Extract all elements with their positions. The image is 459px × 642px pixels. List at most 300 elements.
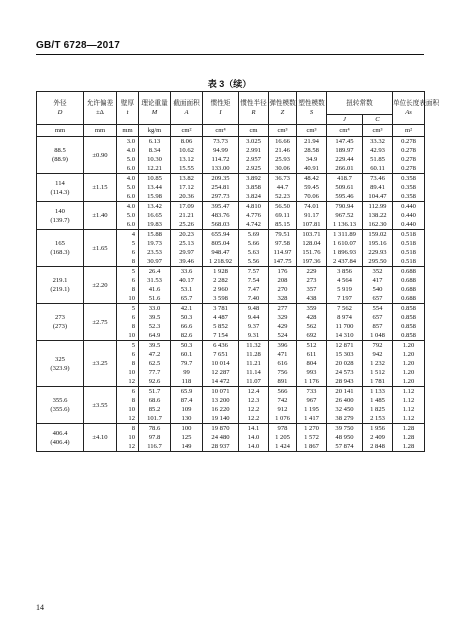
torsion-c-value: 89.41 (370, 184, 385, 191)
elastic-value: 616 (277, 360, 288, 367)
radius-value: 14.0 (247, 443, 260, 450)
torsion-c-value: 792 (372, 342, 383, 349)
area-value: 17.12 (179, 184, 194, 191)
area-value: 25.13 (179, 240, 194, 247)
torsion-c-value: 2 848 (370, 443, 385, 450)
radius-value: 9.44 (247, 314, 260, 321)
diameter-group-row (37, 137, 425, 174)
header-outer-diameter: 外径 D (37, 92, 84, 125)
mass-value: 30.97 (147, 258, 162, 265)
outer-diameter-cell (37, 202, 84, 230)
area-cell (171, 424, 203, 452)
plastic-cell (297, 267, 327, 304)
elastic-value: 21.46 (275, 147, 290, 154)
mass-value: 19.83 (147, 221, 162, 228)
surface-value: 0.440 (401, 212, 416, 219)
wall-value: 5.0 (126, 212, 135, 219)
torsion-c-value: 51.85 (370, 156, 385, 163)
header-inertia: 惯性矩 I (203, 92, 239, 125)
elastic-cell (269, 137, 297, 174)
radius-value: 3.025 (246, 138, 261, 145)
surface-value: 0.688 (401, 268, 416, 275)
mass-value: 31.53 (147, 277, 162, 284)
wall-value: 6 (131, 388, 135, 395)
mass-cell (139, 137, 171, 174)
inertia-value: 19 140 (211, 415, 230, 422)
elastic-value: 114.97 (273, 249, 292, 256)
wall-value: 4.0 (126, 147, 135, 154)
inertia-value: 7 154 (213, 332, 228, 339)
area-value: 66.6 (180, 323, 193, 330)
plastic-cell (297, 137, 327, 174)
surface-cell (393, 174, 425, 202)
torsion-c-value: 1 232 (370, 360, 385, 367)
radius-cell (239, 267, 269, 304)
elastic-value: 79.51 (275, 231, 290, 238)
unit-cell: cm³ (363, 125, 393, 137)
tolerance-cell: ±2.20 (84, 267, 117, 304)
mass-value: 8.34 (148, 147, 161, 154)
mass-value: 12.21 (147, 165, 162, 172)
torsion-j-value: 7 197 (337, 295, 352, 302)
torsion-j-value: 3 856 (337, 268, 352, 275)
torsion-c-cell (363, 230, 393, 267)
area-value: 50.3 (180, 342, 193, 349)
radius-value: 11.21 (246, 360, 261, 367)
outer-diameter-value: 165 (55, 240, 65, 247)
inertia-value: 655.94 (211, 231, 230, 238)
radius-cell (239, 202, 269, 230)
radius-value: 7.40 (247, 295, 260, 302)
torsion-c-value: 112.99 (368, 203, 387, 210)
wall-value: 6 (131, 249, 135, 256)
elastic-value: 1 205 (275, 434, 290, 441)
area-value: 79.7 (180, 360, 193, 367)
elastic-value: 69.11 (275, 212, 290, 219)
outer-diameter-alt: (168.3) (50, 249, 70, 256)
torsion-c-cell (363, 341, 393, 387)
inertia-value: 1 928 (213, 268, 228, 275)
torsion-c-value: 162.30 (368, 221, 387, 228)
elastic-value: 85.15 (275, 221, 290, 228)
torsion-j-value: 48 950 (335, 434, 354, 441)
elastic-cell (269, 341, 297, 387)
mass-value: 13.42 (147, 203, 162, 210)
plastic-cell (297, 424, 327, 452)
plastic-value: 428 (306, 314, 317, 321)
surface-value: 0.518 (401, 249, 416, 256)
outer-diameter-value: 114 (55, 179, 65, 187)
inertia-value: 209.35 (211, 175, 230, 182)
diameter-group-row (37, 341, 425, 387)
inertia-value: 7 651 (213, 351, 228, 358)
plastic-value: 562 (306, 323, 317, 330)
elastic-value: 36.73 (275, 175, 290, 182)
area-value: 50.3 (180, 314, 193, 321)
wall-value: 8 (131, 323, 135, 330)
torsion-c-value: 2 153 (370, 415, 385, 422)
torsion-c-value: 42.93 (370, 147, 385, 154)
mass-value: 6.13 (148, 138, 161, 145)
torsion-j-value: 32 450 (335, 406, 354, 413)
wall-cell (117, 424, 139, 452)
torsion-j-value: 38 279 (335, 415, 354, 422)
outer-diameter-value: 219.1 (52, 277, 68, 284)
header-surface: 单位长度表面积 As (393, 92, 425, 125)
torsion-j-value: 11 700 (335, 323, 354, 330)
inertia-value: 948.47 (211, 249, 230, 256)
elastic-cell (269, 267, 297, 304)
plastic-value: 273 (306, 277, 317, 284)
torsion-j-value: 266.01 (335, 165, 354, 172)
page-number: 14 (36, 603, 44, 612)
torsion-j-cell (327, 230, 363, 267)
inertia-cell (203, 202, 239, 230)
torsion-j-value: 14 310 (335, 332, 354, 339)
outer-diameter-cell (37, 230, 84, 267)
radius-value: 12.2 (247, 415, 260, 422)
unit-cell: cm³ (269, 125, 297, 137)
elastic-value: 25.93 (275, 156, 290, 163)
torsion-c-value: 33.32 (370, 138, 385, 145)
plastic-cell (297, 304, 327, 341)
unit-cell: mm (37, 125, 84, 137)
surface-cell (393, 341, 425, 387)
outer-diameter-cell (37, 137, 84, 174)
torsion-j-value: 790.94 (335, 203, 354, 210)
torsion-j-value: 1 896.93 (332, 249, 357, 256)
wall-value: 6.0 (126, 193, 135, 200)
outer-diameter-value: 325 (55, 355, 65, 363)
unit-cell: cm² (171, 125, 203, 137)
mass-value: 26.4 (148, 268, 161, 275)
plastic-value: 1 270 (304, 425, 319, 432)
spec-table (36, 91, 440, 452)
plastic-cell (297, 387, 327, 424)
inertia-cell (203, 387, 239, 424)
torsion-j-value: 418.7 (337, 175, 352, 182)
elastic-value: 97.58 (275, 240, 290, 247)
area-value: 130 (181, 415, 192, 422)
diameter-group-row (37, 304, 425, 341)
elastic-value: 396 (277, 342, 288, 349)
plastic-value: 357 (306, 286, 317, 293)
area-value: 60.1 (180, 351, 193, 358)
inertia-value: 14 472 (211, 378, 230, 385)
surface-value: 0.358 (401, 193, 416, 200)
inertia-value: 3 781 (213, 305, 228, 312)
radius-cell (239, 387, 269, 424)
radius-value: 14.0 (247, 434, 260, 441)
area-value: 99 (183, 369, 190, 376)
outer-diameter-value: 88.5 (54, 147, 66, 154)
area-value: 125 (181, 434, 192, 441)
plastic-value: 197.36 (302, 258, 321, 265)
wall-cell (117, 341, 139, 387)
wall-value: 5 (131, 305, 135, 312)
elastic-value: 429 (277, 323, 288, 330)
radius-value: 3.892 (246, 175, 261, 182)
radius-value: 11.32 (246, 342, 261, 349)
unit-cell: cm⁴ (203, 125, 239, 137)
inertia-value: 24 480 (211, 434, 230, 441)
mass-cell (139, 267, 171, 304)
elastic-cell (269, 174, 297, 202)
inertia-value: 568.03 (211, 221, 230, 228)
surface-value: 0.518 (401, 240, 416, 247)
area-value: 42.1 (180, 305, 193, 312)
wall-value: 6 (131, 351, 135, 358)
inertia-value: 12 287 (211, 369, 230, 376)
mass-value: 51.7 (148, 388, 161, 395)
diameter-group-row (37, 424, 425, 452)
torsion-j-value: 2 437.84 (332, 258, 357, 265)
elastic-value: 891 (277, 378, 288, 385)
area-value: 21.21 (179, 212, 194, 219)
plastic-value: 103.71 (302, 231, 321, 238)
torsion-j-value: 15 303 (335, 351, 354, 358)
plastic-value: 40.91 (304, 165, 319, 172)
area-value: 17.09 (179, 203, 194, 210)
surface-value: 1.12 (402, 406, 415, 413)
outer-diameter-cell (37, 304, 84, 341)
plastic-value: 692 (306, 332, 317, 339)
unit-cell: cm (239, 125, 269, 137)
inertia-value: 133.00 (211, 165, 230, 172)
radius-value: 7.57 (247, 268, 260, 275)
diameter-group-row (37, 202, 425, 230)
wall-value: 10 (128, 295, 135, 302)
radius-cell (239, 137, 269, 174)
torsion-j-value: 4 564 (337, 277, 352, 284)
torsion-j-value: 1 136.13 (332, 221, 357, 228)
surface-value: 1.20 (402, 351, 415, 358)
torsion-j-cell (327, 341, 363, 387)
torsion-c-value: 857 (372, 323, 383, 330)
inertia-value: 2 960 (213, 286, 228, 293)
surface-value: 0.358 (401, 175, 416, 182)
unit-cell: cm⁴ (327, 125, 363, 137)
elastic-value: 756 (277, 369, 288, 376)
surface-value: 0.518 (401, 258, 416, 265)
plastic-value: 1 195 (304, 406, 319, 413)
area-cell (171, 202, 203, 230)
wall-value: 5.0 (126, 156, 135, 163)
units-row (37, 125, 425, 137)
torsion-j-value: 20 141 (335, 388, 354, 395)
surface-value: 0.278 (401, 147, 416, 154)
wall-value: 6 (131, 277, 135, 284)
torsion-j-value: 189.97 (335, 147, 354, 154)
header-area: 截面面积 A (171, 92, 203, 125)
torsion-c-value: 229.93 (368, 249, 387, 256)
radius-value: 5.66 (247, 240, 260, 247)
area-cell (171, 137, 203, 174)
mass-value: 78.6 (148, 425, 161, 432)
surface-value: 1.28 (402, 425, 415, 432)
elastic-value: 1 076 (275, 415, 290, 422)
mass-value: 10.85 (147, 175, 162, 182)
elastic-value: 742 (277, 397, 288, 404)
inertia-cell (203, 304, 239, 341)
plastic-value: 128.04 (302, 240, 321, 247)
radius-cell (239, 174, 269, 202)
torsion-c-value: 159.02 (368, 231, 387, 238)
radius-value: 7.47 (247, 286, 260, 293)
radius-value: 3.824 (246, 193, 261, 200)
area-cell (171, 230, 203, 267)
inertia-value: 805.04 (211, 240, 230, 247)
unit-cell: kg/m (139, 125, 171, 137)
inertia-value: 16 220 (211, 406, 230, 413)
wall-value: 10 (128, 369, 135, 376)
torsion-j-value: 39 750 (335, 425, 354, 432)
outer-diameter-value: 355.6 (52, 397, 68, 404)
outer-diameter-cell (37, 424, 84, 452)
plastic-value: 967 (306, 397, 317, 404)
area-value: 39.46 (179, 258, 194, 265)
radius-value: 9.31 (247, 332, 260, 339)
inertia-cell (203, 174, 239, 202)
mass-value: 77.7 (148, 369, 161, 376)
radius-value: 12.2 (247, 406, 260, 413)
torsion-j-value: 229.44 (335, 156, 354, 163)
header-elastic: 弹性模数 Z (269, 92, 297, 125)
torsion-c-cell (363, 137, 393, 174)
mass-cell (139, 230, 171, 267)
mass-value: 41.6 (148, 286, 161, 293)
tolerance-cell: ±1.40 (84, 202, 117, 230)
inertia-value: 28 937 (211, 443, 230, 450)
plastic-cell (297, 174, 327, 202)
surface-value: 1.20 (402, 378, 415, 385)
radius-value: 5.63 (247, 249, 260, 256)
wall-value: 12 (128, 378, 135, 385)
elastic-value: 52.23 (275, 193, 290, 200)
mass-value: 23.53 (147, 249, 162, 256)
radius-value: 14.1 (247, 425, 260, 432)
elastic-value: 912 (277, 406, 288, 413)
surface-value: 1.20 (402, 369, 415, 376)
wall-value: 4 (131, 231, 135, 238)
torsion-j-value: 509.61 (335, 184, 354, 191)
wall-value: 4.0 (126, 175, 135, 182)
torsion-c-value: 1 956 (370, 425, 385, 432)
elastic-cell (269, 304, 297, 341)
plastic-value: 21.94 (304, 138, 319, 145)
wall-value: 10 (128, 406, 135, 413)
header-wall: 壁厚 t (117, 92, 139, 125)
diameter-group-row (37, 230, 425, 267)
tolerance-cell: ±3.55 (84, 387, 117, 424)
torsion-j-value: 967.52 (335, 212, 354, 219)
radius-value: 11.14 (246, 369, 261, 376)
torsion-j-value: 5 919 (337, 286, 352, 293)
plastic-value: 91.17 (304, 212, 319, 219)
torsion-j-value: 7 562 (337, 305, 352, 312)
torsion-c-value: 295.50 (368, 258, 387, 265)
inertia-value: 3 598 (213, 295, 228, 302)
inertia-value: 4 487 (213, 314, 228, 321)
wall-value: 10 (128, 434, 135, 441)
mass-cell (139, 202, 171, 230)
plastic-value: 1 867 (304, 443, 319, 450)
torsion-j-value: 1 610.07 (332, 240, 357, 247)
torsion-c-value: 417 (372, 277, 383, 284)
outer-diameter-cell (37, 387, 84, 424)
header-torsion-c: C (363, 115, 393, 125)
wall-value: 3.0 (126, 138, 135, 145)
surface-value: 0.278 (401, 138, 416, 145)
area-value: 13.12 (179, 156, 194, 163)
torsion-c-value: 1 133 (370, 388, 385, 395)
area-value: 10.62 (179, 147, 194, 154)
outer-diameter-alt: (406.4) (50, 438, 70, 446)
elastic-cell (269, 424, 297, 452)
mass-value: 51.6 (148, 295, 161, 302)
elastic-value: 30.06 (275, 165, 290, 172)
elastic-value: 56.50 (275, 203, 290, 210)
torsion-c-cell (363, 174, 393, 202)
mass-value: 39.5 (148, 314, 161, 321)
radius-value: 12.4 (247, 388, 260, 395)
wall-value: 8 (131, 286, 135, 293)
surface-value: 1.12 (402, 397, 415, 404)
radius-value: 5.69 (247, 231, 260, 238)
wall-value: 8 (131, 258, 135, 265)
diameter-group-row (37, 174, 425, 202)
outer-diameter-alt: (323.9) (50, 364, 70, 372)
tolerance-cell: ±2.75 (84, 304, 117, 341)
outer-diameter-alt: (273) (52, 323, 68, 330)
surface-value: 0.688 (401, 277, 416, 284)
header-torsion-j: J (327, 115, 363, 125)
plastic-value: 28.58 (304, 147, 319, 154)
mass-value: 62.5 (148, 360, 161, 367)
torsion-c-value: 1 512 (370, 369, 385, 376)
torsion-j-cell (327, 202, 363, 230)
torsion-c-value: 657 (372, 314, 383, 321)
unit-cell: mm (84, 125, 117, 137)
area-cell (171, 174, 203, 202)
unit-cell: cm³ (297, 125, 327, 137)
tolerance-cell: ±3.25 (84, 341, 117, 387)
inertia-cell (203, 137, 239, 174)
torsion-j-cell (327, 387, 363, 424)
radius-value: 2.957 (246, 156, 261, 163)
inertia-value: 73.73 (213, 138, 228, 145)
radius-cell (239, 230, 269, 267)
surface-value: 0.858 (401, 305, 416, 312)
mass-cell (139, 304, 171, 341)
mass-value: 33.0 (148, 305, 161, 312)
header-plastic: 塑性模数 S (297, 92, 327, 125)
surface-value: 0.440 (401, 203, 416, 210)
torsion-c-cell (363, 202, 393, 230)
header-tolerance: 允许偏差 ±Δ (84, 92, 117, 125)
plastic-value: 512 (306, 342, 317, 349)
mass-value: 15.88 (147, 231, 162, 238)
inertia-value: 297.73 (211, 193, 230, 200)
elastic-value: 277 (277, 305, 288, 312)
elastic-value: 147.75 (273, 258, 292, 265)
torsion-j-value: 8 974 (337, 314, 352, 321)
outer-diameter-alt: (88.9) (52, 156, 68, 163)
unit-cell: mm (117, 125, 139, 137)
area-value: 118 (181, 378, 192, 385)
area-value: 40.17 (179, 277, 194, 284)
torsion-c-value: 1 048 (370, 332, 385, 339)
